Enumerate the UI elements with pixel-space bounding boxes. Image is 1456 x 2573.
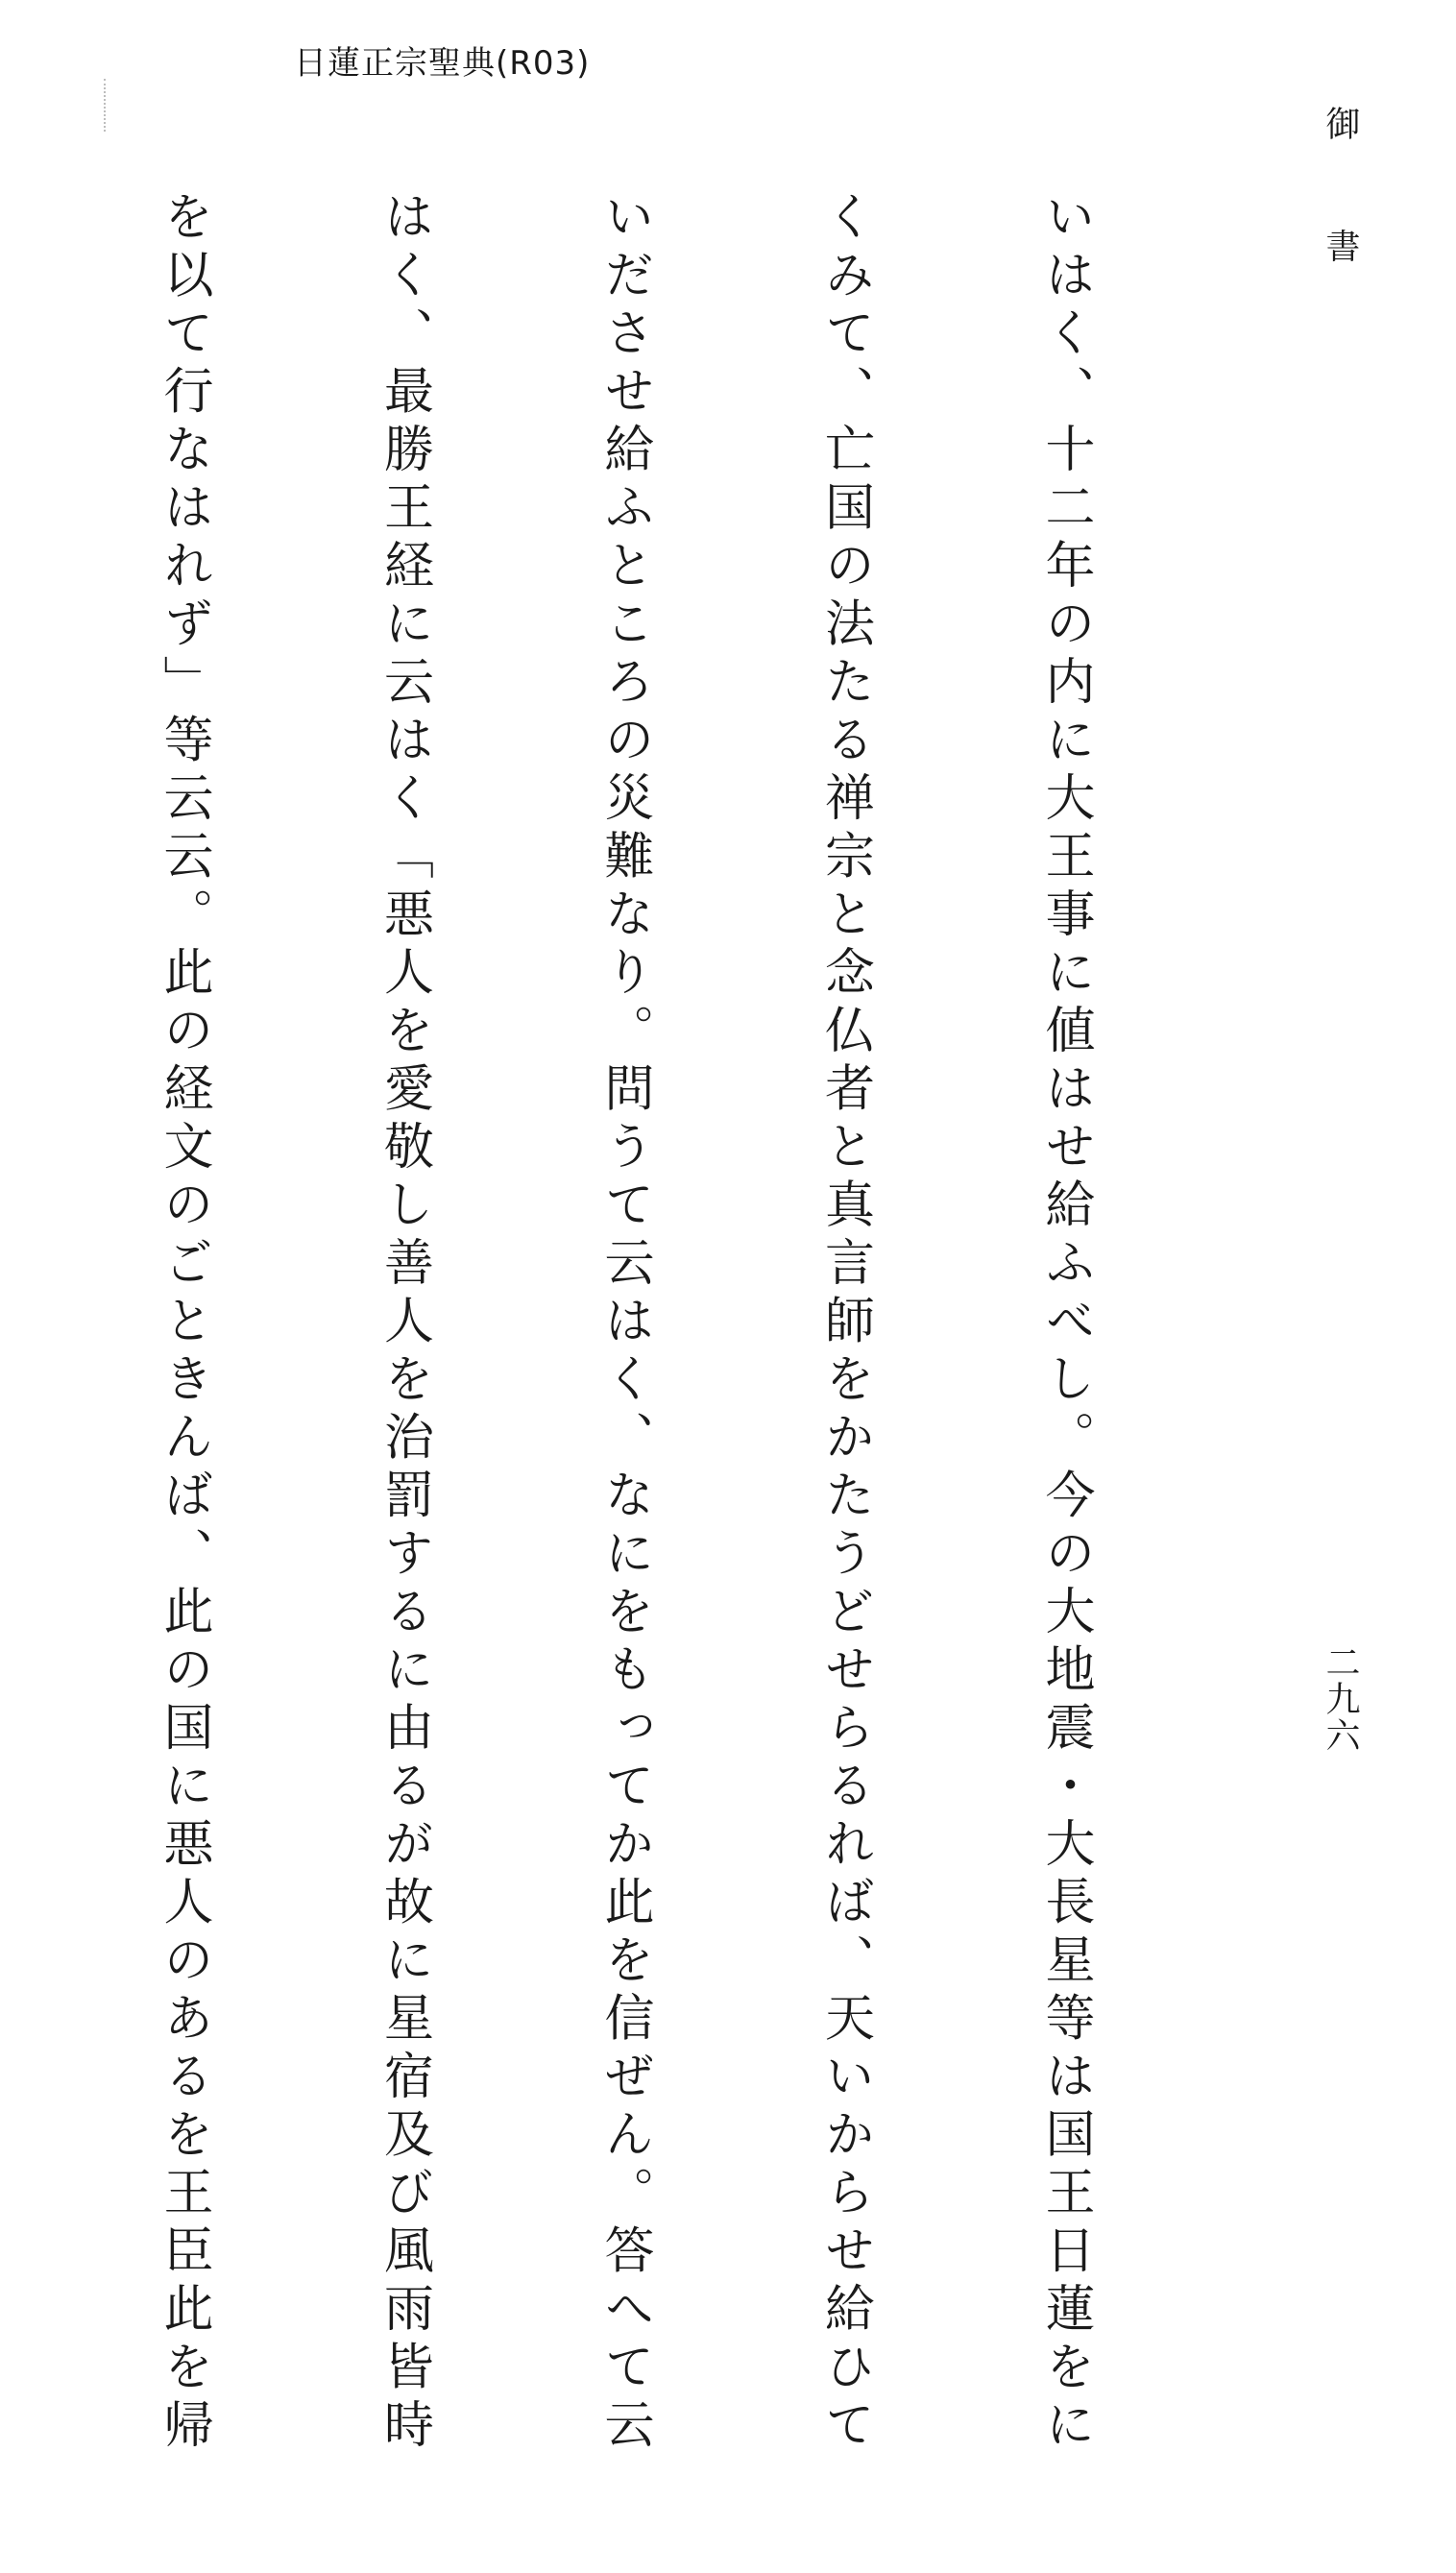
text-line: を以て行なはれず」等云云。此の経文のごときんば、此の国に悪人のあるを王臣此を帰 <box>155 190 212 2457</box>
section-label: 御 書 <box>1321 106 1360 302</box>
text-line: くみて、亡国の法たる禅宗と念仏者と真言師をかたうどせらるれば、天いからせ給ひて <box>815 190 874 2457</box>
text-line: いださせ給ふところの災難なり。問うて云はく、なにをもってか此を信ぜん。答へて云 <box>595 190 653 2457</box>
document-title: 日蓮正宗聖典(R03) <box>294 44 591 83</box>
body-text <box>155 190 1249 2457</box>
text-line: いはく、十二年の内に大王事に値はせ給ふべし。今の大地震・大長星等は国王日蓮をに <box>1036 190 1094 2457</box>
page-number: 二九六 <box>1321 1644 1360 1754</box>
scan-margin-mark <box>104 79 106 132</box>
text-line: はく、最勝王経に云はく「悪人を愛敬し善人を治罰するに由るが故に星宿及び風雨皆時 <box>375 190 433 2457</box>
